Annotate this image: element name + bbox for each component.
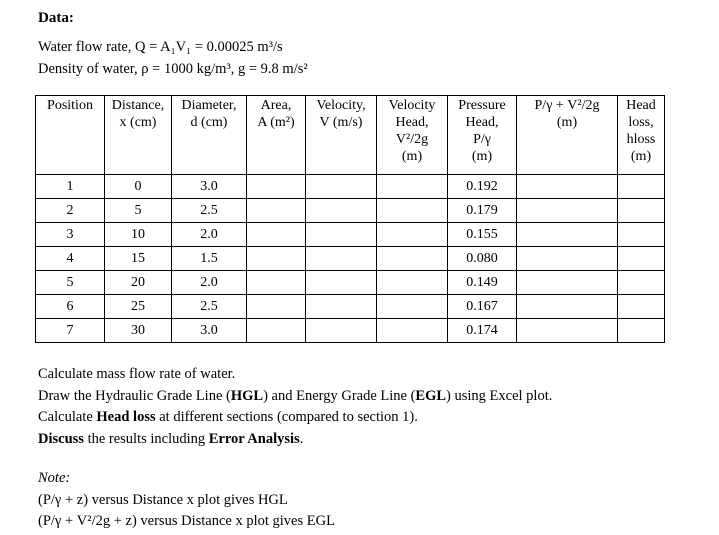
header-line: V²/2g xyxy=(395,132,429,147)
note-hgl: (P/γ + z) versus Distance x plot gives HGL xyxy=(38,491,288,508)
table-cell: 2.5 xyxy=(172,295,247,319)
header-line: Velocity, xyxy=(316,98,366,113)
table-cell: 7 xyxy=(36,319,105,343)
flow-rate-text: Water flow rate, Q = A₁V₁ = 0.00025 m³/s xyxy=(38,39,283,55)
table-cell xyxy=(306,295,377,319)
table-cell xyxy=(618,319,665,343)
header-line: P/γ xyxy=(473,132,491,147)
table-cell xyxy=(247,271,306,295)
table-body xyxy=(36,175,665,343)
header-line: P/γ + V²/2g xyxy=(534,98,600,113)
header-pressure-head xyxy=(448,96,517,175)
header-line: (m) xyxy=(401,149,423,164)
table-cell: 3.0 xyxy=(172,175,247,199)
table-cell xyxy=(377,247,448,271)
head-loss-bold: Head loss xyxy=(96,409,156,425)
table-cell xyxy=(247,247,306,271)
table-cell xyxy=(377,175,448,199)
density-text: Density of water, ρ = 1000 kg/m³, g = 9.8 m/s² xyxy=(38,61,308,77)
header-line: Position xyxy=(47,98,93,113)
table-cell xyxy=(247,223,306,247)
table-cell xyxy=(618,199,665,223)
header-line: x (cm) xyxy=(119,115,157,130)
header-area xyxy=(247,96,306,175)
task-hgl-egl xyxy=(38,386,552,408)
task-sections-text: at different sections (compared to section 1). xyxy=(155,409,418,425)
header-distance xyxy=(105,96,172,175)
table-cell xyxy=(377,271,448,295)
table-cell: 0.167 xyxy=(448,295,517,319)
table-cell xyxy=(247,295,306,319)
header-line: Head xyxy=(626,98,656,113)
task-head-loss xyxy=(38,407,552,429)
header-line: V (m/s) xyxy=(319,115,363,130)
note-egl: (P/γ + V²/2g + z) versus Distance x plot gives EGL xyxy=(38,513,335,529)
table-cell: 2 xyxy=(36,199,105,223)
table-cell: 30 xyxy=(105,319,172,343)
header-line: Head, xyxy=(465,115,499,130)
table-cell: 1 xyxy=(36,175,105,199)
table-cell xyxy=(377,199,448,223)
table-cell: 2.0 xyxy=(172,223,247,247)
note-label: Note: xyxy=(38,470,71,486)
table-cell: 3.0 xyxy=(172,319,247,343)
task-egl-text: ) and Energy Grade Line ( xyxy=(263,387,416,404)
table-cell xyxy=(517,175,618,199)
table-row xyxy=(36,319,665,343)
header-line: (m) xyxy=(630,149,652,164)
table-cell: 3 xyxy=(36,223,105,247)
header-velocity-head xyxy=(377,96,448,175)
table-cell: 5 xyxy=(36,271,105,295)
task-excel-text: ) using Excel plot. xyxy=(446,387,553,404)
table-cell xyxy=(517,319,618,343)
table-cell xyxy=(306,199,377,223)
header-diameter xyxy=(172,96,247,175)
task-list xyxy=(38,364,552,450)
table-header-row xyxy=(36,96,665,175)
header-line: Velocity xyxy=(388,98,436,113)
table-cell xyxy=(306,319,377,343)
header-total-head xyxy=(517,96,618,175)
header-line: Area, xyxy=(260,98,292,113)
header-line: loss, xyxy=(628,115,654,130)
note-section xyxy=(38,468,335,533)
table-cell xyxy=(377,295,448,319)
task-calc-text: Calculate xyxy=(38,409,97,425)
table-cell xyxy=(618,271,665,295)
table-cell xyxy=(306,271,377,295)
table-cell xyxy=(247,199,306,223)
task-period: . xyxy=(299,430,304,447)
table-row xyxy=(36,295,665,319)
table-cell xyxy=(306,223,377,247)
table-cell xyxy=(247,175,306,199)
task-mass-flow: Calculate mass flow rate of water. xyxy=(38,366,236,382)
table-cell xyxy=(618,223,665,247)
table-cell xyxy=(618,247,665,271)
table-cell: 10 xyxy=(105,223,172,247)
table-cell: 0.192 xyxy=(448,175,517,199)
table-row xyxy=(36,247,665,271)
table-cell xyxy=(517,247,618,271)
table-cell xyxy=(517,199,618,223)
table-row xyxy=(36,223,665,247)
table-cell: 15 xyxy=(105,247,172,271)
table-cell: 0.155 xyxy=(448,223,517,247)
header-head-loss xyxy=(618,96,665,175)
table-cell: 0.149 xyxy=(448,271,517,295)
table-cell xyxy=(618,295,665,319)
error-analysis-bold: Error Analysis xyxy=(208,430,300,447)
table-cell xyxy=(306,247,377,271)
table-cell: 6 xyxy=(36,295,105,319)
header-line: Distance, xyxy=(111,98,165,113)
table-cell xyxy=(517,295,618,319)
task-hgl-text: Draw the Hydraulic Grade Line ( xyxy=(38,387,231,404)
header-line: A (m²) xyxy=(257,115,295,130)
header-line: Pressure xyxy=(458,98,506,113)
table-cell xyxy=(247,319,306,343)
table-cell: 20 xyxy=(105,271,172,295)
table-cell xyxy=(377,223,448,247)
header-line: Head, xyxy=(395,115,429,130)
table-cell xyxy=(618,175,665,199)
data-table xyxy=(35,95,665,343)
table-cell: 0.179 xyxy=(448,199,517,223)
table-cell: 0 xyxy=(105,175,172,199)
egl-abbrev: EGL xyxy=(415,387,447,404)
table-row xyxy=(36,271,665,295)
table-cell: 0.174 xyxy=(448,319,517,343)
header-line: (m) xyxy=(471,149,493,164)
header-line: (m) xyxy=(556,115,578,130)
table-cell: 1.5 xyxy=(172,247,247,271)
header-line: d (cm) xyxy=(190,115,228,130)
header-line: hloss xyxy=(626,132,656,147)
hgl-abbrev: HGL xyxy=(230,387,264,404)
discuss-bold: Discuss xyxy=(38,430,84,447)
table-cell: 25 xyxy=(105,295,172,319)
table-row xyxy=(36,175,665,199)
table-row xyxy=(36,199,665,223)
table-cell xyxy=(517,223,618,247)
table-cell: 4 xyxy=(36,247,105,271)
table-cell: 2.5 xyxy=(172,199,247,223)
task-discuss xyxy=(38,429,552,451)
header-position xyxy=(36,96,105,175)
task-results-text: the results including xyxy=(83,430,209,447)
table-cell xyxy=(306,175,377,199)
data-heading: Data: xyxy=(38,10,74,26)
table-cell: 5 xyxy=(105,199,172,223)
table-cell xyxy=(517,271,618,295)
table-cell xyxy=(377,319,448,343)
header-line: Diameter, xyxy=(181,98,237,113)
table-cell: 2.0 xyxy=(172,271,247,295)
header-velocity xyxy=(306,96,377,175)
table-cell: 0.080 xyxy=(448,247,517,271)
